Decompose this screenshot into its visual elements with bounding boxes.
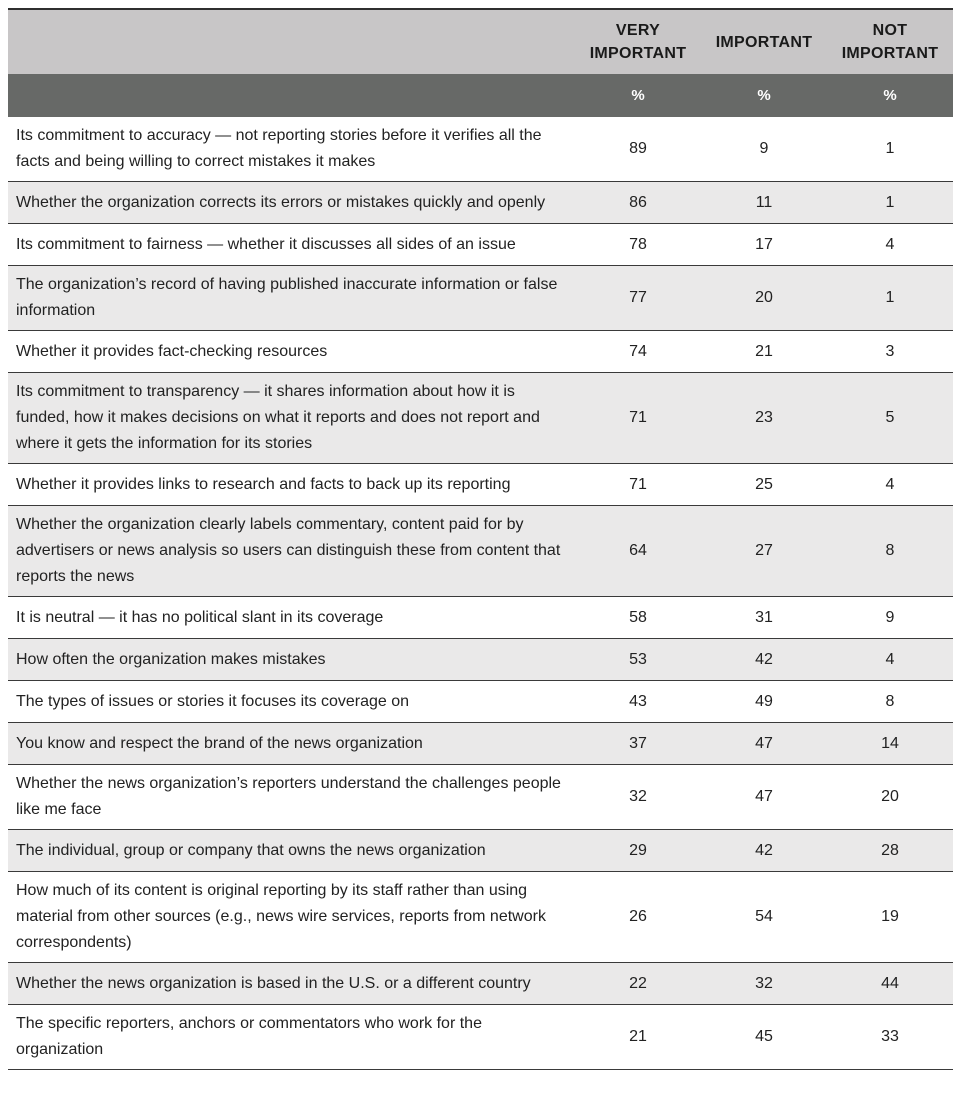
table-row	[8, 373, 953, 464]
value-not-important: 28	[827, 830, 953, 872]
table-row	[8, 506, 953, 597]
unit-blank	[8, 74, 575, 117]
value-very-important: 71	[575, 373, 701, 464]
row-label: Its commitment to transparency — it shares information about how it is funded, how it makes decisions on what it reports and does not report and where it gets the information for its stories	[8, 373, 575, 464]
value-important: 20	[701, 266, 827, 331]
value-very-important: 37	[575, 723, 701, 765]
value-not-important: 4	[827, 464, 953, 506]
row-label: The types of issues or stories it focuses its coverage on	[8, 681, 575, 723]
value-very-important: 53	[575, 639, 701, 681]
value-very-important: 86	[575, 182, 701, 224]
value-very-important: 22	[575, 963, 701, 1005]
table-row	[8, 963, 953, 1005]
table-row	[8, 765, 953, 830]
row-label: Whether the organization corrects its errors or mistakes quickly and openly	[8, 182, 575, 224]
table-row	[8, 331, 953, 373]
table-row	[8, 723, 953, 765]
row-label: The specific reporters, anchors or commentators who work for the organization	[8, 1005, 575, 1070]
row-label: Its commitment to fairness — whether it discusses all sides of an issue	[8, 224, 575, 266]
table-row	[8, 830, 953, 872]
value-important: 47	[701, 723, 827, 765]
value-not-important: 1	[827, 182, 953, 224]
value-very-important: 74	[575, 331, 701, 373]
row-label: Its commitment to accuracy — not reporting stories before it verifies all the facts and being willing to correct mistakes it makes	[8, 117, 575, 182]
unit-important: %	[701, 74, 827, 117]
value-not-important: 4	[827, 224, 953, 266]
table-row	[8, 182, 953, 224]
value-very-important: 21	[575, 1005, 701, 1070]
value-not-important: 9	[827, 597, 953, 639]
value-important: 42	[701, 639, 827, 681]
value-not-important: 33	[827, 1005, 953, 1070]
row-label: The individual, group or company that owns the news organization	[8, 830, 575, 872]
value-important: 25	[701, 464, 827, 506]
header-important: IMPORTANT	[701, 9, 827, 74]
value-not-important: 44	[827, 963, 953, 1005]
survey-table-container	[8, 8, 953, 1070]
value-important: 21	[701, 331, 827, 373]
row-label: Whether it provides links to research and facts to back up its reporting	[8, 464, 575, 506]
value-very-important: 89	[575, 117, 701, 182]
value-important: 54	[701, 872, 827, 963]
table-row	[8, 224, 953, 266]
value-very-important: 32	[575, 765, 701, 830]
row-label: How much of its content is original reporting by its staff rather than using material from other sources (e.g., news wire services, reports from network correspondents)	[8, 872, 575, 963]
value-not-important: 8	[827, 681, 953, 723]
table-body	[8, 117, 953, 1070]
value-not-important: 19	[827, 872, 953, 963]
table-row	[8, 1005, 953, 1070]
value-very-important: 71	[575, 464, 701, 506]
table-row	[8, 639, 953, 681]
value-very-important: 64	[575, 506, 701, 597]
value-very-important: 78	[575, 224, 701, 266]
unit-header-row	[8, 74, 953, 117]
row-label: The organization’s record of having published inaccurate information or false information	[8, 266, 575, 331]
table-row	[8, 872, 953, 963]
row-label: Whether the organization clearly labels commentary, content paid for by advertisers or news analysis so users can distinguish these from content that reports the news	[8, 506, 575, 597]
value-not-important: 1	[827, 266, 953, 331]
value-important: 42	[701, 830, 827, 872]
value-important: 31	[701, 597, 827, 639]
value-important: 32	[701, 963, 827, 1005]
value-very-important: 43	[575, 681, 701, 723]
value-important: 45	[701, 1005, 827, 1070]
value-important: 47	[701, 765, 827, 830]
table-row	[8, 117, 953, 182]
value-not-important: 1	[827, 117, 953, 182]
value-important: 11	[701, 182, 827, 224]
unit-very-important: %	[575, 74, 701, 117]
value-important: 23	[701, 373, 827, 464]
header-very-important: VERY IMPORTANT	[575, 9, 701, 74]
header-not-important: NOT IMPORTANT	[827, 9, 953, 74]
value-not-important: 20	[827, 765, 953, 830]
row-label: It is neutral — it has no political slant in its coverage	[8, 597, 575, 639]
table-row	[8, 464, 953, 506]
row-label: Whether it provides fact-checking resources	[8, 331, 575, 373]
value-important: 9	[701, 117, 827, 182]
value-very-important: 26	[575, 872, 701, 963]
table-row	[8, 681, 953, 723]
value-not-important: 5	[827, 373, 953, 464]
value-not-important: 4	[827, 639, 953, 681]
table-row	[8, 266, 953, 331]
value-important: 27	[701, 506, 827, 597]
column-header-row	[8, 9, 953, 74]
row-label: Whether the news organization’s reporters understand the challenges people like me face	[8, 765, 575, 830]
value-important: 49	[701, 681, 827, 723]
value-not-important: 14	[827, 723, 953, 765]
value-not-important: 8	[827, 506, 953, 597]
row-label: How often the organization makes mistakes	[8, 639, 575, 681]
row-label: You know and respect the brand of the news organization	[8, 723, 575, 765]
row-label: Whether the news organization is based in the U.S. or a different country	[8, 963, 575, 1005]
importance-table	[8, 8, 953, 1070]
value-important: 17	[701, 224, 827, 266]
value-very-important: 29	[575, 830, 701, 872]
header-blank	[8, 9, 575, 74]
unit-not-important: %	[827, 74, 953, 117]
value-not-important: 3	[827, 331, 953, 373]
value-very-important: 77	[575, 266, 701, 331]
value-very-important: 58	[575, 597, 701, 639]
table-row	[8, 597, 953, 639]
